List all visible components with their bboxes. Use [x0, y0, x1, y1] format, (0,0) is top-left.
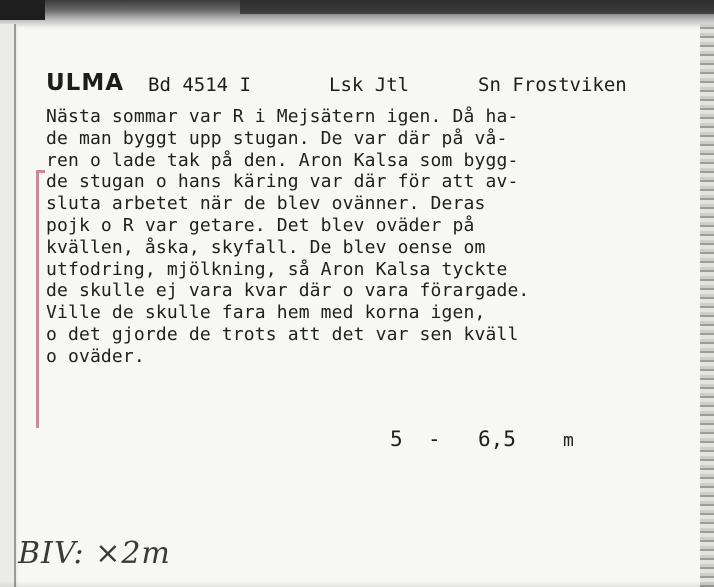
margin-tick	[36, 170, 45, 173]
measure-low: 5	[390, 427, 403, 451]
text-line: pojk o R var getare. Det blev oväder på	[46, 214, 475, 236]
text-line: o oväder.	[46, 345, 145, 367]
scan-artifact	[240, 0, 714, 14]
measurement	[0, 427, 714, 457]
measure-high: 6,5	[478, 427, 516, 451]
text-line: sluta arbetet när de blev ovänner. Deras	[46, 193, 486, 215]
scan-artifact	[0, 0, 45, 20]
measure-unit: m	[563, 430, 574, 451]
text-line: de man byggt upp stugan. De var där på vå-	[46, 127, 508, 149]
text-line: Nästa sommar var R i Mejsätern igen. Då ha-	[46, 106, 519, 127]
scan-top-strip	[0, 0, 714, 26]
card-header	[0, 70, 714, 104]
archive-code: ULMA	[46, 70, 125, 96]
text-line: de skulle ej vara kvar där o vara förargade.	[46, 280, 530, 302]
card-body	[46, 106, 686, 368]
scan-left-margin	[0, 24, 14, 587]
region-code: Lsk Jtl	[329, 74, 410, 96]
handwritten-note: BIV: ×2m	[18, 536, 171, 571]
text-line: kvällen, åska, skyfall. De blev oense om	[46, 236, 486, 258]
margin-line	[36, 170, 39, 428]
text-line: Ville de skulle fara hem med korna igen,	[46, 302, 486, 324]
scan-right-edge	[700, 24, 714, 587]
text-line: de stugan o hans käring var där för att av-	[46, 171, 519, 193]
record-number: Bd 4514 I	[148, 74, 251, 96]
parish-name: Sn Frostviken	[478, 74, 627, 96]
text-line: ren o lade tak på den. Aron Kalsa som bygg-	[46, 149, 519, 171]
measure-dash: -	[428, 427, 441, 451]
text-line: o det gjorde de trots att det var sen kväll	[46, 323, 519, 345]
scan-bottom-shadow	[0, 581, 714, 587]
text-line: utfodring, mjölkning, så Aron Kalsa tyckte	[46, 258, 508, 280]
